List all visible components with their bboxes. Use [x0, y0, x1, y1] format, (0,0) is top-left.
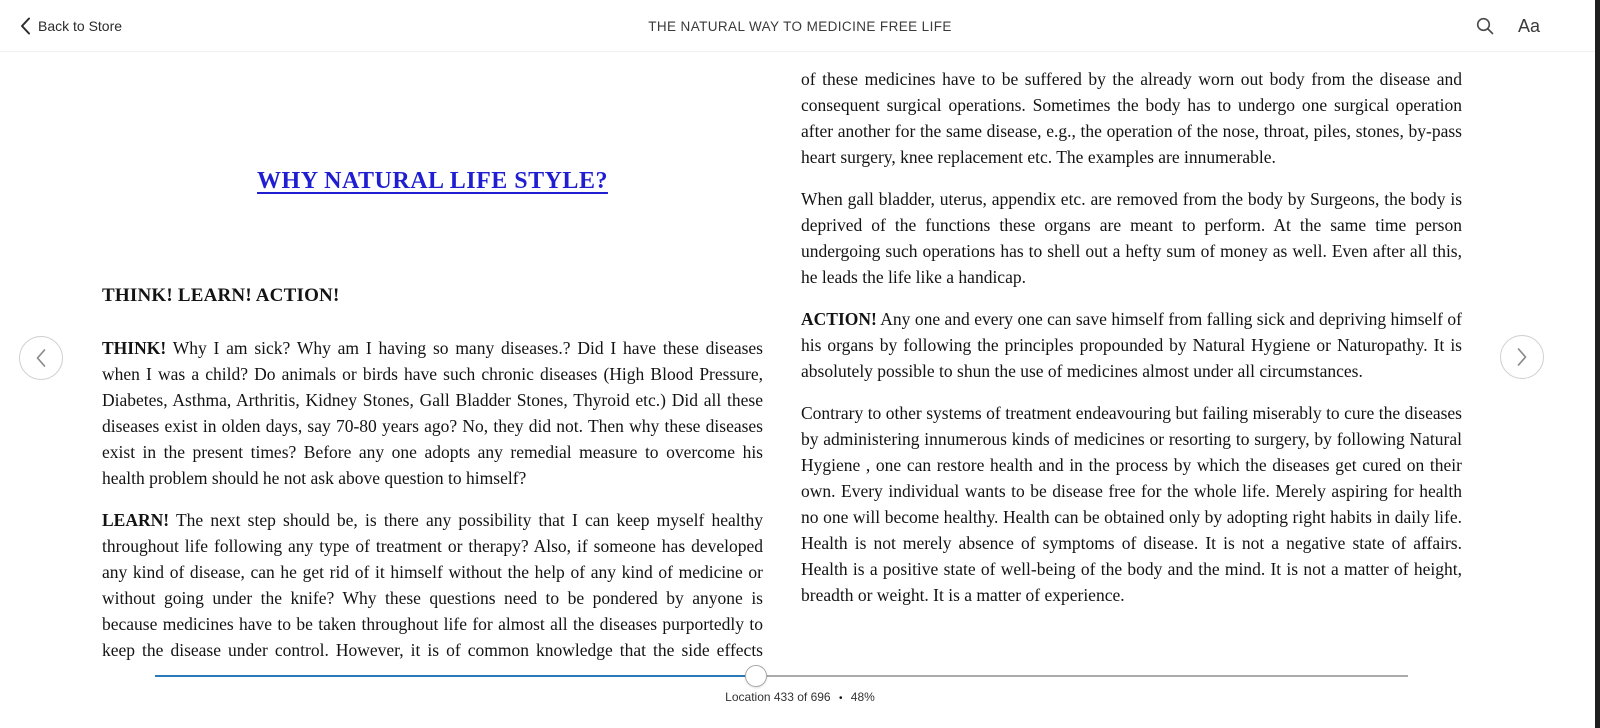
top-bar-actions [1476, 0, 1540, 52]
percent-read: 48% [850, 690, 875, 704]
top-bar [0, 0, 1600, 52]
back-to-store-label: Back to Store [38, 18, 123, 34]
paragraph [801, 400, 1462, 608]
paragraph-action [801, 306, 1462, 384]
reading-pane [102, 52, 1462, 663]
location-text: Location 433 of 696 [725, 690, 831, 704]
progress-slider[interactable] [155, 675, 1408, 677]
paragraph-text: Contrary to other systems of treatment endeavouring but failing miserably to cure the diseases by administering innumerous kinds of medicines or resorting to surgery, by following Natural Hygiene , one can restore health and in the process by which the diseases get cured on their own. Every individual wants to be disease free for the whole life. Merely aspiring for health no one will become healthy. Health can be obtained only by adopting right habits in daily life. Health is not merely absence of symptoms of disease. It is not a negative state of affairs. Health is a positive state of well-being of the body and the mind. It is not a matter of height, breadth or weight. It is a matter of experience. [801, 403, 1462, 605]
location-indicator [0, 690, 1600, 704]
left-column [102, 52, 763, 663]
previous-page-button[interactable] [19, 336, 63, 380]
paragraph-text: Any one and every one can save himself from falling sick and depriving himself of his organs by following the principles propounded by Natural Hygiene or Naturopathy. It is absolutely possible to shun the use of medicines almost under all circumstances. [801, 309, 1462, 381]
separator-dot: • [838, 693, 843, 704]
paragraph-text: Why I am sick? Why am I having so many diseases.? Did I have these diseases when I was a child? Do animals or birds have such chronic diseases (High Blood Pressure, Diabetes, Asthma, Arthritis, Kidney Stones, Gall Bladder Stones, Thyroid etc.) Did all these diseases exist in olden days, say 70-80 years ago? No, they did not. Then why these diseases exist in the present times? Before any one adopts any remedial measure to overcome his health problem should he not ask above question to himself? [102, 338, 763, 488]
paragraph-text: of these medicines have to be suffered by the already worn out body from the disease and consequent surgical operations. Sometimes the body has to undergo one surgical operation after another for the same disease, e.g., the operation of the nose, throat, piles, stones, by-pass heart surgery, knee replacement etc. The examples are innumerable. [801, 69, 1462, 167]
paragraph-lead: ACTION! [801, 309, 877, 329]
right-column [801, 52, 1462, 663]
paragraph [801, 186, 1462, 290]
paragraph-lead: THINK! [102, 338, 167, 358]
chapter-title-link[interactable]: WHY NATURAL LIFE STYLE? [257, 168, 608, 194]
chevron-right-icon [1516, 347, 1528, 367]
next-page-button[interactable] [1500, 335, 1544, 379]
search-button[interactable] [1476, 17, 1494, 35]
slider-handle[interactable] [745, 665, 767, 687]
paragraph-learn [102, 507, 763, 663]
section-heading: THINK! LEARN! ACTION! [102, 285, 340, 306]
paragraph-text: When gall bladder, uterus, appendix etc. are removed from the body by Surgeons, the body is deprived of the functions these organs are meant to perform. At the same time person undergoing such operations has to shell out a hefty sum of money as well. Even after all this, he leads the life like a handicap. [801, 189, 1462, 287]
paragraph-think [102, 335, 763, 491]
paragraph-lead: LEARN! [102, 510, 170, 530]
book-title: THE NATURAL WAY TO MEDICINE FREE LIFE [648, 18, 952, 34]
paragraph-text: The next step should be, is there any possibility that I can keep myself healthy throughout life following any type of treatment or therapy? Also, if someone has developed any kind of disease, can he get rid of it himself without the help of any kind of medicine or without going under the knife? Why these questions need to be pondered by anyone is because medicines have to be taken throughout life for almost all the diseases purportedly to keep the disease under control. However, it is of common knowledge that the side effects [102, 510, 763, 660]
search-icon [1476, 17, 1494, 35]
paragraph [801, 66, 1462, 170]
progress-fill [155, 675, 756, 677]
window-edge [1595, 0, 1600, 728]
font-settings-button[interactable]: Aa [1517, 15, 1540, 36]
chevron-left-icon [35, 348, 47, 368]
